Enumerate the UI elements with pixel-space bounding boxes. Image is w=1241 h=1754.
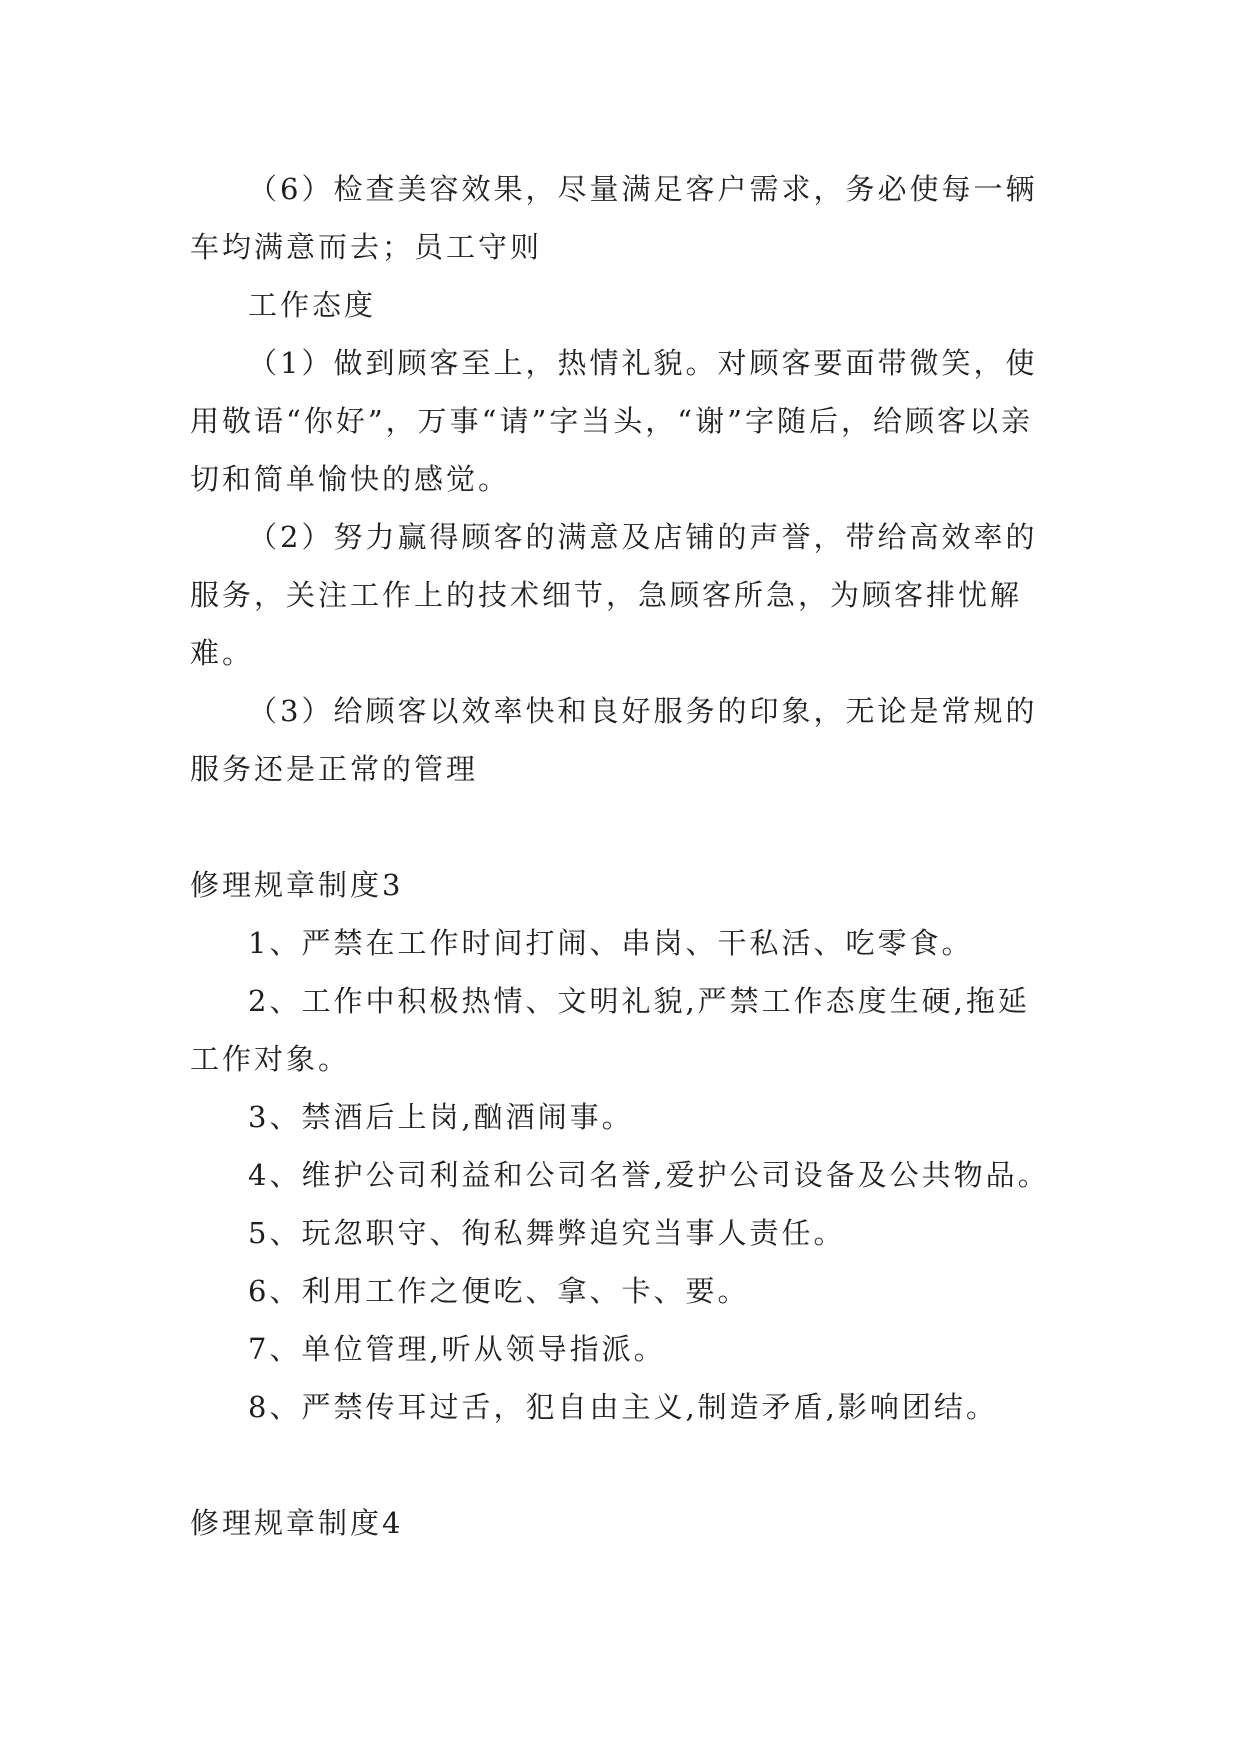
rule-item-6: 6、利用工作之便吃、拿、卡、要。 [248,1274,750,1308]
rule-item-2: 2、工作中积极热情、文明礼貌,严禁工作态度生硬,拖延工作对象。 [190,984,1030,1076]
paragraph-attitude-1: （1）做到顾客至上，热情礼貌。对顾客要面带微笑，使用敬语“你好”，万事“请”字当头，“谢”字随后，给顾客以亲切和简单愉快的感觉。 [190,346,1038,496]
section-3-title: 修理规章制度3 [190,868,404,902]
rule-item-3: 3、禁酒后上岗,酗酒闹事。 [248,1100,634,1134]
rule-item-4: 4、维护公司利益和公司名誉,爱护公司设备及公共物品。 [248,1158,1050,1192]
paragraph-item-6: （6）检查美容效果，尽量满足客户需求，务必使每一辆车均满意而去；员工守则 [190,172,1038,264]
document-page [190,160,1058,1552]
attitude-heading: 工作态度 [248,288,377,322]
paragraph-attitude-2: （2）努力赢得顾客的满意及店铺的声誉，带给高效率的服务，关注工作上的技术细节，急顾客所急，为顾客排忧解难。 [190,520,1038,670]
section-4-title: 修理规章制度4 [190,1506,404,1540]
rule-item-1: 1、严禁在工作时间打闹、串岗、干私活、吃零食。 [248,926,974,960]
section-spacer [190,798,1058,856]
section-spacer [190,1436,1058,1494]
rule-item-5: 5、玩忽职守、徇私舞弊追究当事人责任。 [248,1216,846,1250]
paragraph-attitude-3: （3）给顾客以效率快和良好服务的印象，无论是常规的服务还是正常的管理 [190,694,1038,786]
rule-item-7: 7、单位管理,听从领导指派。 [248,1332,666,1366]
rule-item-8: 8、严禁传耳过舌，犯自由主义,制造矛盾,影响团结。 [248,1390,998,1424]
